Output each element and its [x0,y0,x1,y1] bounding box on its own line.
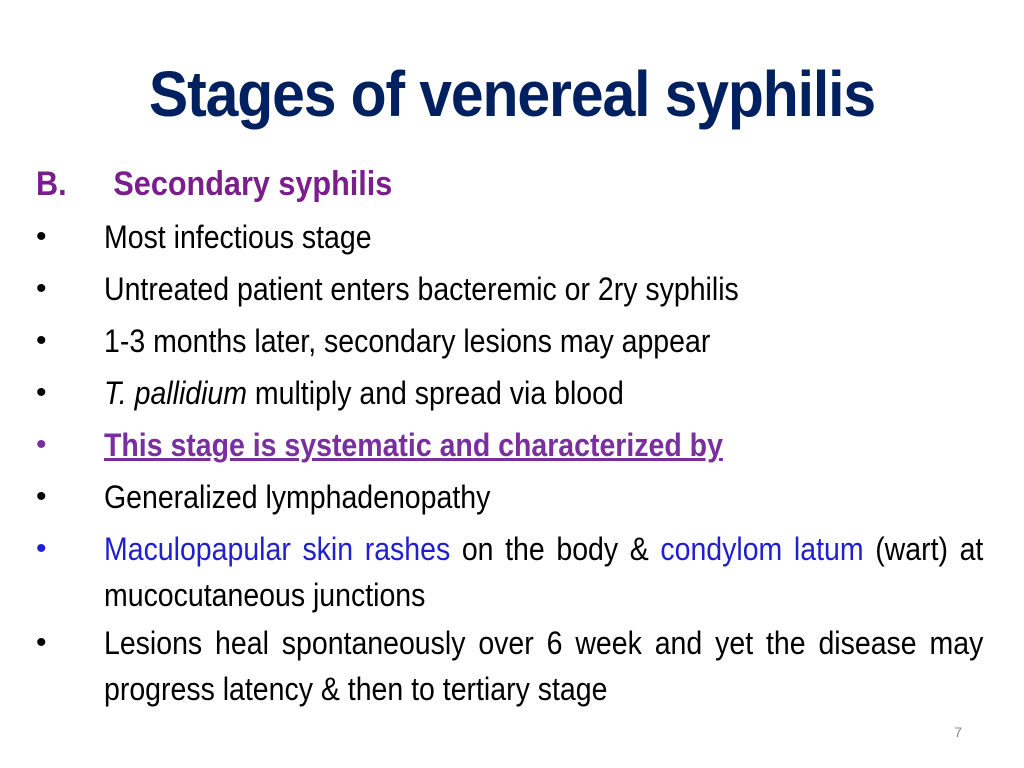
bullet-icon: • [36,532,47,565]
bullet-icon: • [36,376,47,409]
section-heading-text: Secondary syphilis [113,165,393,203]
slide-title: Stages of venereal syphilis [148,58,876,130]
list-item-text: 1-3 months later, secondary lesions may appear [104,323,711,359]
rash-term: Maculopapular skin rashes [104,531,451,567]
page-number: 7 [954,724,962,740]
list-item-text: Untreated patient enters bacteremic or 2ry syphilis [104,271,739,307]
bullet-icon: • [36,428,47,461]
organism-name: T. pallidium [104,375,247,411]
section-heading [36,162,392,206]
list-item-text [104,370,983,416]
list-item-text: Most infectious stage [104,219,372,255]
bullet-icon: • [36,480,47,513]
list-item-text: Maculopapular skin rashes on the body & condylom latum (wart) at mucocutaneous junctions [104,531,984,613]
bullet-icon: • [36,324,47,357]
bullet-icon: • [36,220,47,253]
wart-term: condylom latum [660,531,864,567]
section-letter: B. [36,165,67,203]
bullet-icon: • [36,626,47,659]
list-item-text-rest: multiply and spread via blood [246,375,624,411]
list-item-text: Generalized lymphadenopathy [104,479,491,515]
bullet-icon: • [36,272,47,305]
list-item-text: Lesions heal spontaneously over 6 week and yet the disease may progress latency & then to tertiary stage [104,625,984,707]
highlighted-item-text: This stage is systematic and characterized by [104,427,723,463]
